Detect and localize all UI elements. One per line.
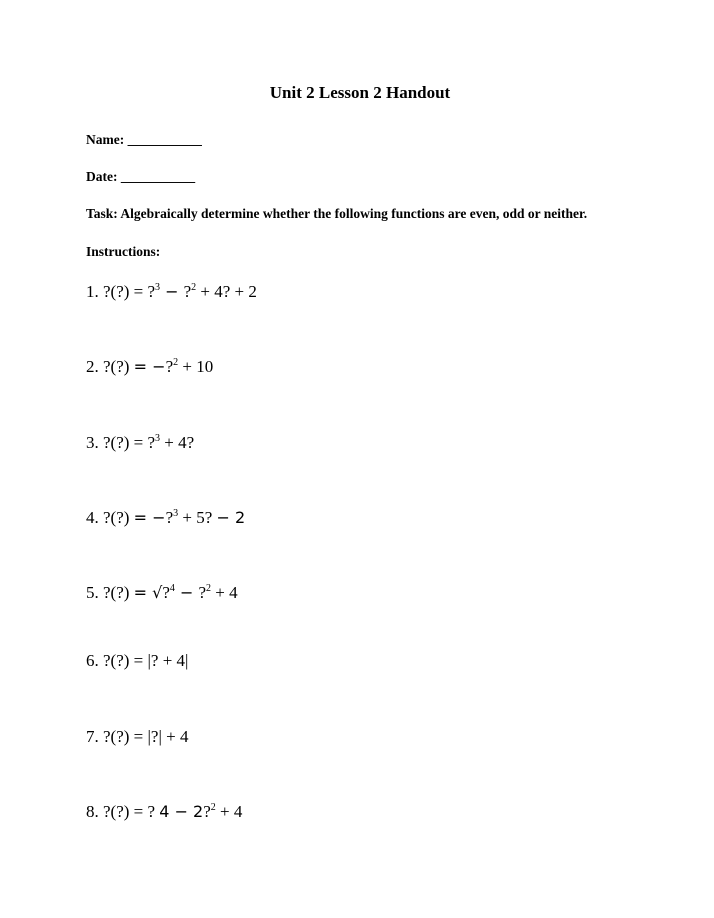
problem-text: ?(?)	[103, 583, 134, 602]
problem-text: ?(?) = |? + 4|	[103, 651, 189, 670]
name-line: Name: ___________	[86, 132, 202, 147]
page-title: Unit 2 Lesson 2 Handout	[269, 83, 451, 102]
problem-text: ?	[162, 583, 170, 602]
instructions-label: Instructions:	[86, 244, 161, 259]
problem-2	[86, 357, 213, 377]
problem-text: ?	[203, 802, 211, 821]
problem-text: + 4? + 2	[196, 282, 257, 301]
problem-number: 7.	[86, 727, 103, 746]
problem-text: ?(?) = ?	[103, 433, 156, 452]
problem-1	[86, 282, 257, 302]
operator: −	[174, 583, 199, 602]
problem-text: ?(?) = ?	[103, 282, 156, 301]
problem-text: ?	[165, 357, 174, 376]
task-line: Task: Algebraically determine whether the following functions are even, odd or neither.	[86, 206, 588, 221]
exponent: 2	[206, 583, 212, 594]
problem-number: 1.	[86, 282, 103, 301]
operator: = −	[133, 357, 166, 376]
problem-3	[86, 433, 194, 453]
operator: − 2	[216, 508, 246, 527]
exponent: 2	[191, 282, 197, 293]
problem-number: 2.	[86, 357, 103, 376]
exponent: 3	[155, 433, 161, 444]
problem-6	[86, 651, 188, 671]
problem-7	[86, 727, 188, 747]
problem-text: ?	[198, 583, 207, 602]
problem-number: 6.	[86, 651, 103, 670]
problem-number: 5.	[86, 583, 103, 602]
problem-text: ?	[165, 508, 174, 527]
problem-text: + 5?	[178, 508, 217, 527]
exponent: 4	[169, 583, 175, 594]
problem-4	[86, 508, 245, 528]
problem-text: ?(?) = |?| + 4	[103, 727, 189, 746]
exponent: 3	[155, 282, 161, 293]
problem-text: ?	[183, 282, 192, 301]
exponent: 3	[173, 508, 179, 519]
operator: −	[160, 282, 184, 301]
problem-5	[86, 583, 238, 603]
problem-text: + 10	[178, 357, 214, 376]
problem-text: ?(?)	[103, 357, 134, 376]
problem-8	[86, 802, 242, 822]
problem-text: + 4?	[160, 433, 195, 452]
problem-number: 8.	[86, 802, 103, 821]
operator: 4 − 2	[159, 802, 204, 821]
operator: = −	[133, 508, 166, 527]
problem-text: ?(?) = ?	[103, 802, 160, 821]
problem-number: 3.	[86, 433, 103, 452]
problem-text: + 4	[215, 802, 243, 821]
problem-text: ?(?)	[103, 508, 134, 527]
problem-number: 4.	[86, 508, 103, 527]
operator: = √	[133, 583, 163, 602]
date-line: Date: ___________	[86, 169, 196, 184]
problem-text: + 4	[211, 583, 238, 602]
exponent: 2	[173, 357, 179, 368]
exponent: 2	[210, 802, 216, 813]
